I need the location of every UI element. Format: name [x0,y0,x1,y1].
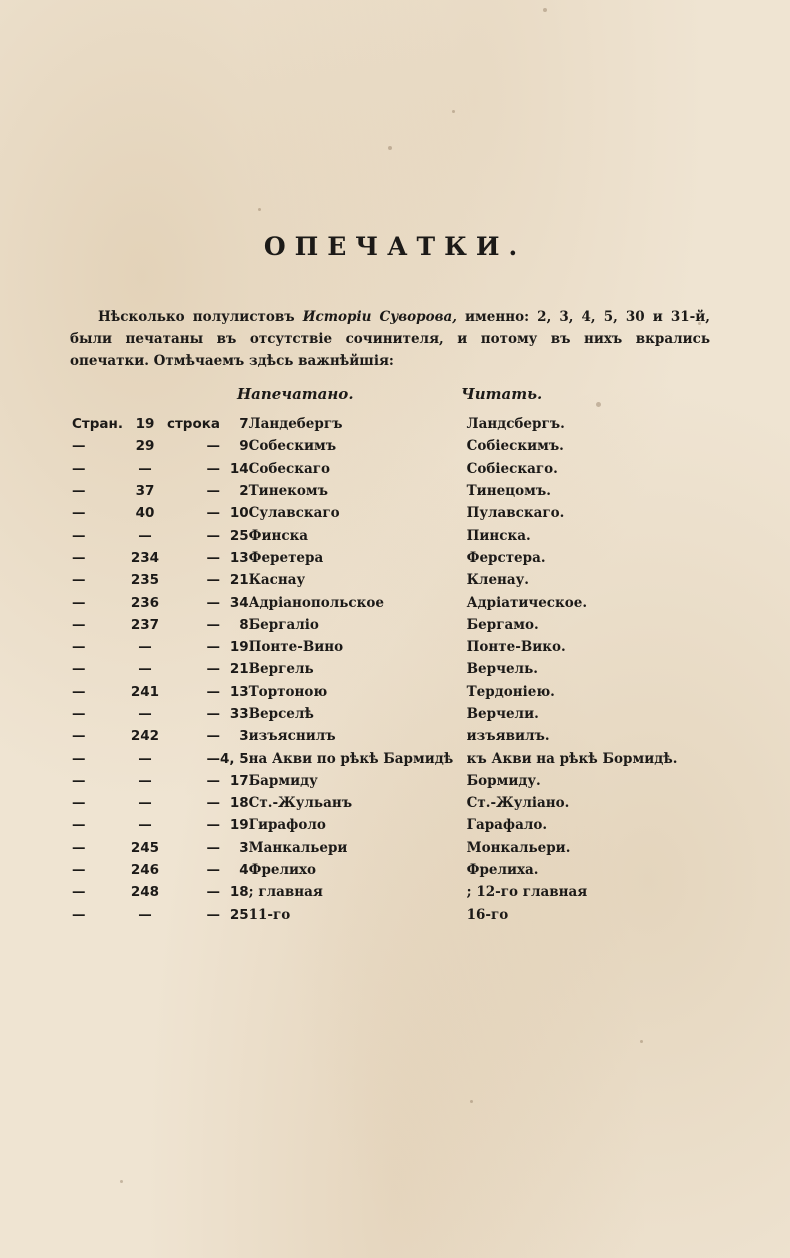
corrected-text: Понте-Вико. [466,639,566,656]
page-label: — [72,862,86,879]
line-label: — [206,862,221,879]
page-number: 40 [135,505,155,522]
line-number: 19 [229,817,249,834]
table-row [72,770,677,792]
corrected-text: Гарафало. [466,817,548,834]
corrected-text: Пинска. [466,527,531,544]
line-label: — [206,683,221,700]
page-label: — [72,839,86,856]
page-number: 242 [130,728,160,745]
printed-text: Бармиду [248,772,318,789]
table-row [72,792,677,814]
line-number: 4 [239,862,249,879]
line-label: — [206,750,221,767]
line-label: — [206,572,221,589]
corrected-text: Ландсбергъ. [466,416,565,433]
page-label: Стран. [72,416,123,433]
corrected-text: Тердоніею. [466,683,555,700]
table-row [72,837,677,859]
line-number: 13 [229,549,249,566]
corrected-text: Монкальери. [466,839,571,856]
page-number: — [138,661,152,678]
page-number: 37 [135,483,155,500]
table-row [72,502,677,524]
corrected-text: Верчели. [466,706,539,722]
page-number: 235 [130,572,160,589]
intro-book-title: Исторіи Суворова, [302,309,457,325]
page-number: 234 [130,549,160,566]
printed-text: Собескаго [248,460,330,477]
page-number: 19 [135,416,155,433]
page-number: — [138,750,152,767]
line-number: 9 [239,438,249,455]
line-number: 14 [229,460,249,477]
table-row [72,681,677,703]
printed-text: Вергель [248,661,314,678]
line-number: 4, 5 [220,750,249,767]
corrected-text: Собіескимъ. [466,438,564,455]
printed-text: Верселѣ [248,706,314,722]
foxing-spot [452,110,455,113]
page-number: 236 [130,594,160,611]
line-label: — [206,438,221,455]
table-row [72,614,677,636]
corrected-text: Пулавскаго. [466,505,565,522]
corrected-text: Фрелиха. [466,862,539,879]
table-row [72,435,677,457]
table-row [72,480,677,502]
printed-text: Фрелихо [248,862,317,879]
printed-text: Манкальери [248,839,348,856]
page-title: ОПЕЧАТКИ. [263,232,527,261]
table-row [72,458,677,480]
printed-text: 11-го [248,906,291,923]
page-number: 29 [135,438,155,455]
page-label: — [72,661,86,678]
printed-text: ; главная [248,884,323,901]
printed-text: Бергаліо [248,616,319,633]
corrected-text: изъявилъ. [466,728,550,745]
line-label: — [206,483,221,500]
line-number: 25 [229,527,249,544]
table-row [72,747,677,769]
foxing-spot [120,1180,123,1183]
printed-text: Тинекомъ [248,483,329,500]
line-number: 18 [229,795,249,812]
printed-text: Понте-Вино [248,639,344,656]
line-number: 33 [229,706,249,722]
printed-text: Собескимъ [248,438,337,455]
page-label: — [72,549,86,566]
page-label: — [72,906,86,923]
line-number: 21 [229,572,249,589]
line-number: 21 [229,661,249,678]
line-label: — [206,839,221,856]
corrected-text: ; 12-го главная [466,884,588,901]
line-number: 19 [229,639,249,656]
foxing-spot [470,1100,473,1103]
printed-text: Тортоною [248,683,328,700]
column-header-printed: Напечатано. [237,385,354,403]
page-number: 248 [130,884,160,901]
page-label: — [72,795,86,812]
intro-text-end: именно: 2, 3, 4, 5, 30 и 31-й, были печатаны въ отсутствіе сочинителя, и потому въ нихъ вкрались опечатки. Отмѣчаемъ здѣсь важнѣйшія: [70,309,710,369]
line-label: — [206,906,221,923]
intro-paragraph [70,306,710,372]
printed-text: Адріанопольское [248,594,384,611]
page-label: — [72,639,86,656]
line-label: — [206,661,221,678]
line-label: — [206,527,221,544]
intro-text-start: Нѣсколько полулистовъ [98,309,303,325]
printed-text: Ст.-Жульанъ [248,795,353,812]
printed-text: Феретера [248,549,324,566]
page-label: — [72,527,86,544]
page-label: — [72,572,86,589]
page-number: — [138,817,152,834]
table-row [72,524,677,546]
table-row [72,859,677,881]
page-number: 237 [130,616,160,633]
line-number: 13 [229,683,249,700]
page-label: — [72,594,86,611]
table-row [72,413,677,435]
line-label: строка [166,416,221,433]
line-number: 8 [239,616,249,633]
page-label: — [72,505,86,522]
page-number: — [138,639,152,656]
printed-text: Сулавскаго [248,505,340,522]
corrected-text: Бергамо. [466,616,539,633]
corrected-text: Кленау. [466,572,529,589]
foxing-spot [640,1040,643,1043]
page-label: — [72,772,86,789]
printed-text: Каснау [248,572,306,589]
line-label: — [206,505,221,522]
page-number: 241 [130,683,160,700]
page-number: — [138,772,152,789]
table-row [72,569,677,591]
corrected-text: Верчель. [466,661,538,678]
page-label: — [72,706,86,722]
table-row [72,547,677,569]
line-label: — [206,884,221,901]
foxing-spot [543,8,547,12]
line-label: — [206,616,221,633]
printed-text: Финска [248,527,309,544]
page-label: — [72,817,86,834]
table-row [72,636,677,658]
corrected-text: Бормиду. [466,772,541,789]
corrected-text: Ферстера. [466,549,546,566]
table-row [72,725,677,747]
table-row [72,703,677,725]
page-label: — [72,750,86,767]
page-number: 245 [130,839,160,856]
printed-text: Гирафоло [248,817,326,834]
line-label: — [206,728,221,745]
corrected-text: Собіескаго. [466,460,558,477]
page-number: — [138,795,152,812]
page-label: — [72,728,86,745]
line-label: — [206,817,221,834]
line-number: 18 [229,884,249,901]
line-number: 7 [239,416,249,433]
line-label: — [206,772,221,789]
page-label: — [72,438,86,455]
line-label: — [206,549,221,566]
table-row [72,591,677,613]
line-label: — [206,706,221,722]
column-header-read: Читать. [461,385,543,403]
foxing-spot [258,208,261,211]
foxing-spot [596,402,601,407]
foxing-spot [388,146,392,150]
errata-table [72,413,677,926]
line-number: 2 [239,483,249,500]
table-row [72,658,677,680]
line-label: — [206,639,221,656]
line-label: — [206,460,221,477]
line-number: 3 [239,728,249,745]
page-label: — [72,683,86,700]
page-number: — [138,706,152,722]
printed-text: на Акви по рѣкѣ Бармидѣ [248,750,454,767]
page-label: — [72,884,86,901]
line-number: 3 [239,839,249,856]
table-row [72,881,677,903]
corrected-text: Адріатическое. [466,594,588,611]
line-label: — [206,795,221,812]
corrected-text: къ Акви на рѣкѣ Бормидѣ. [466,750,678,767]
corrected-text: Тинецомъ. [466,483,551,500]
table-row [72,814,677,836]
printed-text: изъяснилъ [248,728,336,745]
printed-text: Ландебергъ [248,416,343,433]
corrected-text: 16-го [466,906,509,923]
page-number: — [138,460,152,477]
page-label: — [72,460,86,477]
page-number: — [138,527,152,544]
line-number: 10 [229,505,249,522]
page-label: — [72,616,86,633]
line-number: 34 [229,594,249,611]
line-number: 25 [229,906,249,923]
line-number: 17 [229,772,249,789]
table-row [72,904,677,926]
corrected-text: Ст.-Жуліано. [466,795,570,812]
page-number: — [138,906,152,923]
line-label: — [206,594,221,611]
page-label: — [72,483,86,500]
page-number: 246 [130,862,160,879]
